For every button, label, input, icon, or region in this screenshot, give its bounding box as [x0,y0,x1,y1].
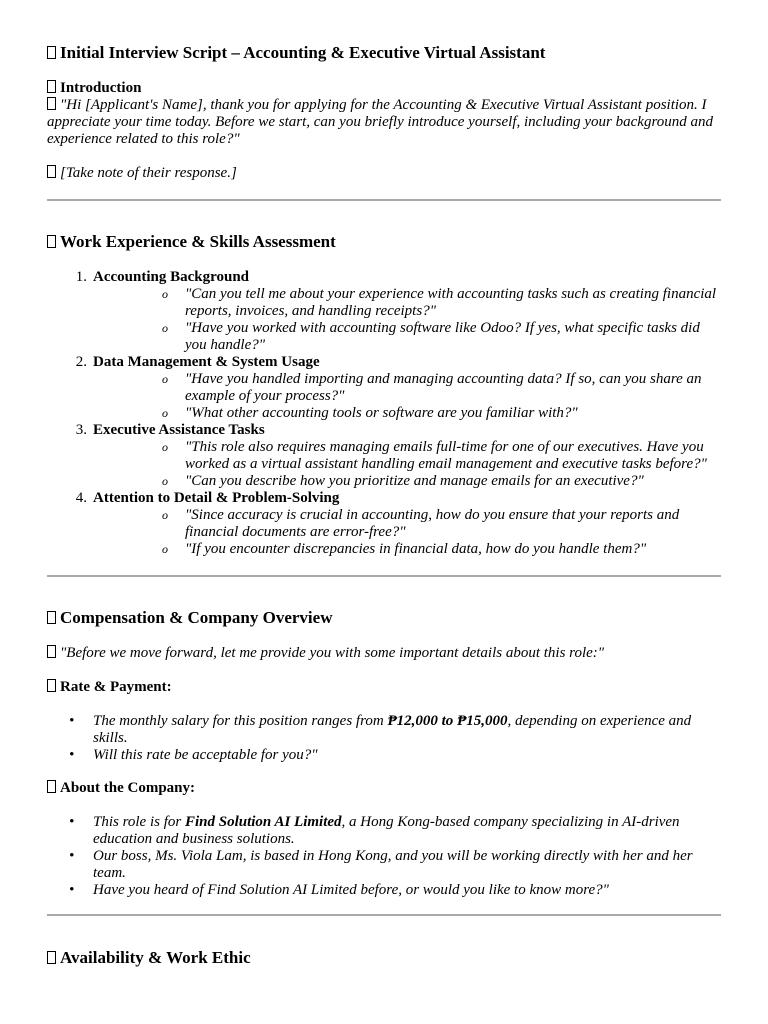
intro-heading: Introduction [60,80,142,96]
work-item [47,354,722,422]
intro-section [47,80,722,148]
intro-quote: "Hi [Applicant's Name], thank you for applying for the Accounting & Executive Virtual Assistant position. I appreciate your time today. Before we start, can you briefly introduce yourself, including your background and experience related to this role?" [47,97,713,147]
question-list [93,507,722,558]
divider [47,199,721,201]
intro-note-text: [Take note of their response.] [60,165,237,181]
comp-lead [47,645,722,662]
emoji-icon [47,951,56,964]
rate-text: , depending on experience and skills. [93,713,692,746]
list-item [47,747,722,764]
item-title: Executive Assistance Tasks [93,422,265,438]
circle-bullet-icon: o [162,440,168,454]
list-item [47,848,722,882]
list-item [47,713,722,747]
question-item [93,405,722,422]
question-list [93,371,722,422]
comp-lead-text: "Before we move forward, let me provide you with some important details about this role:" [60,645,605,661]
circle-bullet-icon: o [162,372,168,386]
circle-bullet-icon: o [162,542,168,556]
emoji-icon [47,679,56,692]
emoji-icon [47,780,56,793]
circle-bullet-icon: o [162,287,168,301]
question-text: "If you encounter discrepancies in financial data, how do you handle them?" [185,541,647,557]
company-heading-text: About the Company: [60,780,196,796]
rate-heading [47,679,722,696]
company-text: , a Hong Kong-based company specializing in AI-driven education and business solutions. [93,814,680,847]
availability-heading-text: Availability & Work Ethic [60,948,251,967]
company-name: Find Solution AI Limited [184,814,342,830]
intro-note [47,165,722,182]
bullet-icon: • [69,713,75,729]
question-text: "Since accuracy is crucial in accounting, how do you ensure that your reports and financial documents are error-free?" [185,507,680,540]
question-item [93,320,722,354]
work-questions [47,269,722,558]
item-title: Attention to Detail & Problem-Solving [93,490,340,506]
question-list [93,439,722,490]
document-title [47,43,722,63]
company-list [47,814,722,899]
question-text: "Can you describe how you prioritize and manage emails for an executive?" [185,473,644,489]
item-number: 4. [75,490,87,506]
work-question-list [47,269,722,558]
question-item [93,286,722,320]
item-number: 3. [75,422,87,438]
rate-text: The monthly salary for this position ranges from [93,713,388,729]
question-text: "This role also requires managing emails full-time for one of our executives. Have you worked as a virtual assistant handling email management and executive tasks before?" [185,439,707,472]
question-item [93,507,722,541]
divider [47,914,721,916]
item-title: Accounting Background [93,269,250,285]
comp-heading [47,608,722,628]
bullet-icon: • [69,747,75,763]
title-text: Initial Interview Script – Accounting & Executive Virtual Assistant [60,43,546,62]
divider [47,575,721,577]
emoji-icon [47,611,56,624]
item-number: 2. [75,354,87,370]
emoji-icon [47,165,56,178]
question-text: "Have you worked with accounting software like Odoo? If yes, what specific tasks did you handle?" [185,320,700,353]
item-number: 1. [75,269,87,285]
bullet-icon: • [69,814,75,830]
rate-heading-text: Rate & Payment: [60,679,172,695]
company-heading [47,780,722,797]
circle-bullet-icon: o [162,406,168,420]
rate-question: Will this rate be acceptable for you?" [93,747,318,763]
item-title: Data Management & System Usage [93,354,320,370]
question-item [93,371,722,405]
list-item [47,814,722,848]
question-list [93,286,722,354]
company-text: This role is for [93,814,185,830]
availability-heading [47,948,722,968]
emoji-icon [47,80,56,93]
circle-bullet-icon: o [162,321,168,335]
work-item [47,422,722,490]
work-heading-text: Work Experience & Skills Assessment [60,232,336,251]
question-item [93,541,722,558]
question-item [93,473,722,490]
company-question: Have you heard of Find Solution AI Limited before, or would you like to know more?" [93,882,609,898]
question-text: "Can you tell me about your experience with accounting tasks such as creating financial reports, invoices, and handling receipts?" [185,286,717,319]
work-item [47,269,722,354]
bullet-icon: • [69,848,75,864]
question-text: "Have you handled importing and managing accounting data? If so, can you share an example of your process?" [185,371,702,404]
circle-bullet-icon: o [162,508,168,522]
rate-list [47,713,722,764]
list-item [47,882,722,899]
circle-bullet-icon: o [162,474,168,488]
emoji-icon [47,46,56,59]
emoji-icon [47,645,56,658]
comp-heading-text: Compensation & Company Overview [60,608,333,627]
work-item [47,490,722,558]
emoji-icon [47,97,56,110]
company-text: Our boss, Ms. Viola Lam, is based in Hong Kong, and you will be working directly with her and her team. [93,848,693,881]
emoji-icon [47,235,56,248]
question-item [93,439,722,473]
bullet-icon: • [69,882,75,898]
salary-range: ₱12,000 to ₱15,000 [387,713,508,729]
work-heading [47,232,722,252]
question-text: "What other accounting tools or software are you familiar with?" [185,405,578,421]
